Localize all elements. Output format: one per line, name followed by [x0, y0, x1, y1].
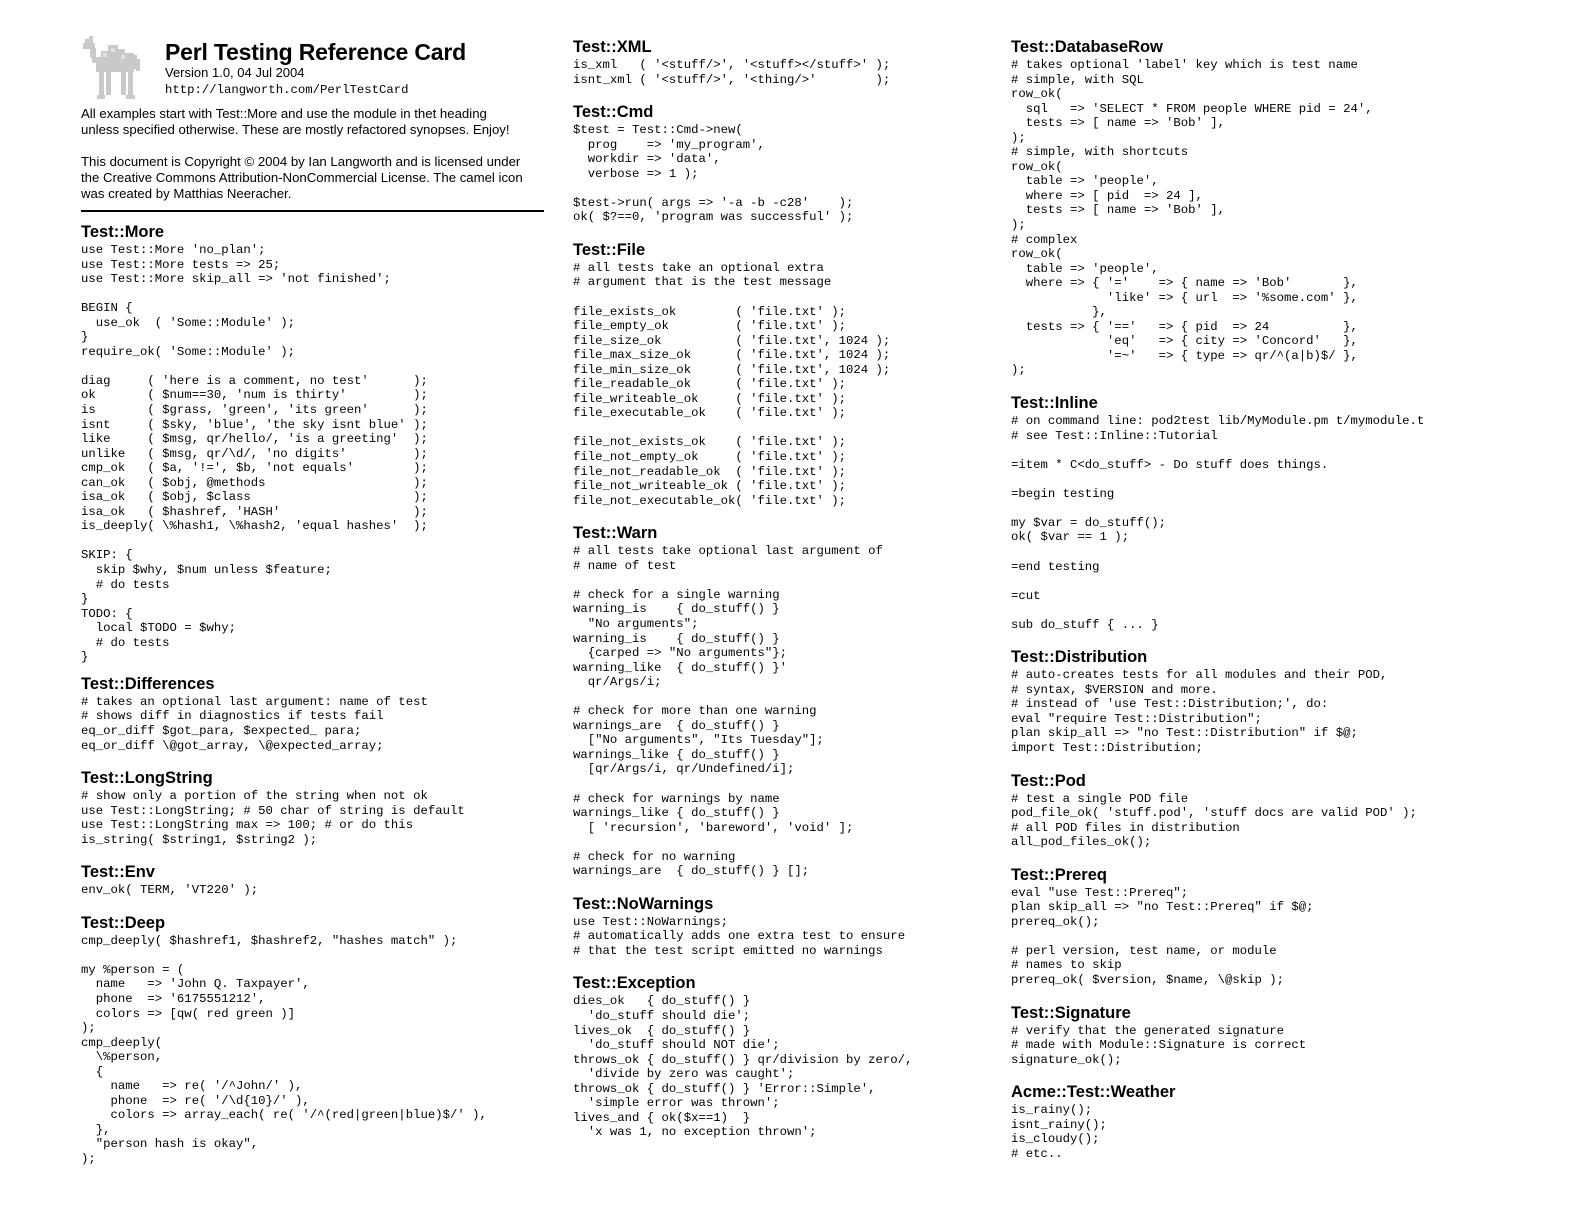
code-block: # on command line: pod2test lib/MyModule.pm t/mymodule.t # see Test::Inline::Tutorial =item * C<do_stuff> - Do stuff does things. =begin testing my $var = do_stuff(); ok( $var == 1 ); =end testing =cut sub do_stuff { ... }: [1011, 414, 1425, 632]
card-header: [81, 33, 551, 103]
section-title: Test::Differences: [81, 674, 215, 693]
section-test-inline: [1011, 394, 1571, 632]
intro-text: All examples start with Test::More and use the module in thet heading unless specified otherwise. These are mostly refactored synopses. Enjoy!: [81, 106, 510, 137]
section-test-exception: [573, 974, 993, 1139]
card-url[interactable]: http://langworth.com/PerlTestCard: [165, 83, 409, 97]
section-title: Test::XML: [573, 38, 652, 56]
section-title: Test::Warn: [573, 524, 658, 543]
code-block: # auto-creates tests for all modules and their POD, # syntax, $VERSION and more. # instead of 'use Test::Distribution;', do: eval "require Test::Distribution"; plan skip_all => "no Test::Distribution" if $@; import Test::Distribution;: [1011, 668, 1388, 755]
copyright-text: This document is Copyright © 2004 by Ian Langworth and is licensed under the Creative Commons Attribution-NonCommercial License. The camel icon was created by Matthias Neeracher.: [81, 154, 523, 201]
code-block: is_xml ( '<stuff/>', '<stuff></stuff>' ); isnt_xml ( '<stuff/>', '<thing/>' );: [573, 58, 891, 87]
section-test-file: [573, 241, 993, 508]
code-block: # all tests take optional last argument of # name of test # check for a single warning warning_is { do_stuff() } "No arguments"; warning_is { do_stuff() } {carped => "No arguments"}; warning_like { do_stuff() }' qr/Args/i; # check for more than one warning warnings_are { do_stuff() } ["No arguments", "Its Tuesday"]; warnings_like { do_stuff() } [qr/Args/i, qr/Undefined/i]; # check for warnings by name warnings_like { do_stuff() } [ 'recursion', 'bareword', 'void' ]; # check for no warning warnings_are { do_stuff() } [];: [573, 544, 883, 879]
section-test-differences: [81, 675, 551, 753]
section-title: Test::Exception: [573, 974, 696, 993]
section-title: Test::Inline: [1011, 394, 1098, 413]
column-middle: [573, 38, 993, 1156]
section-test-longstring: [81, 769, 551, 847]
code-block: eval "use Test::Prereq"; plan skip_all => "no Test::Prereq" if $@; prereq_ok(); # perl version, test name, or module # names to skip prereq_ok( $version, $name, \@skip );: [1011, 885, 1314, 987]
code-block: env_ok( TERM, 'VT220' );: [81, 883, 259, 898]
section-test-prereq: [1011, 866, 1571, 988]
section-title: Test::File: [573, 240, 646, 259]
code-block: # verify that the generated signature # made with Module::Signature is correct signature_ok();: [1011, 1023, 1307, 1067]
code-block: # takes an optional last argument: name of test # shows diff in diagnostics if tests fail eq_or_diff $got_para, $expected_ para; eq_or_diff \@got_array, \@expected_array;: [81, 694, 428, 753]
code-block: use Test::More 'no_plan'; use Test::More tests => 25; use Test::More skip_all => 'not finished'; BEGIN { use_ok ( 'Some::Module' ); } require_ok( 'Some::Module' ); diag ( 'here is a comment, no test' ); ok ( $num==30, 'num is thirty' ); is ( $grass, 'green', 'its green' ); isnt ( $sky, 'blue', 'the sky isnt blue' ); like ( $msg, qr/hello/, 'is a greeting' ); unlike ( $msg, qr/\d/, 'no digits' ); cmp_ok ( $a, '!=', $b, 'not equals' ); can_ok ( $obj, @methods ); isa_ok ( $obj, $class ); isa_ok ( $hashref, 'HASH' ); is_deeply( \%hash1, \%hash2, 'equal hashes' ); SKIP: { skip $why, $num unless $feature; # do tests } TODO: { local $TODO = $why; # do tests }: [81, 243, 428, 665]
title-block: [165, 39, 466, 99]
section-test-env: [81, 863, 551, 898]
section-title: Test::DatabaseRow: [1011, 38, 1163, 56]
code-block: # all tests take an optional extra # argument that is the test message file_exists_ok ( 'file.txt' ); file_empty_ok ( 'file.txt' ); file_size_ok ( 'file.txt', 1024 ); file_max_size_ok ( 'file.txt', 1024 ); file_min_size_ok ( 'file.txt', 1024 ); file_readable_ok ( 'file.txt' ); file_writeable_ok ( 'file.txt' ); file_executable_ok ( 'file.txt' ); file_not_exists_ok ( 'file.txt' ); file_not_empty_ok ( 'file.txt' ); file_not_readable_ok ( 'file.txt' ); file_not_writeable_ok ( 'file.txt' ); file_not_executable_ok( 'file.txt' );: [573, 260, 891, 508]
code-block: # takes optional 'label' key which is test name # simple, with SQL row_ok( sql => 'SELECT * FROM people WHERE pid = 24', tests => [ name => 'Bob' ], ); # simple, with shortcuts row_ok( table => 'people', where => [ pid => 24 ], tests => [ name => 'Bob' ], ); # complex row_ok( table => 'people', where => { '=' => { name => 'Bob' }, 'like' => { url => '%some.com' }, }, tests => { '==' => { pid => 24 }, 'eq' => { city => 'Concord' }, '=~' => { type => qr/^(a|b)$/ }, );: [1011, 58, 1373, 378]
section-title: Test::LongString: [81, 769, 213, 788]
code-block: cmp_deeply( $hashref1, $hashref2, "hashes match" ); my %person = ( name => 'John Q. Taxpayer', phone => '6175551212', colors => [qw( red green )] ); cmp_deeply( \%person, { name => re( '/^John/' ), phone => re( '/\d{10}/' ), colors => array_each( re( '/^(red|green|blue)$/' ), }, "person hash is okay", );: [81, 933, 487, 1166]
section-title: Test::Distribution: [1011, 648, 1148, 667]
code-block: dies_ok { do_stuff() } 'do_stuff should die'; lives_ok { do_stuff() } 'do_stuff should NOT die'; throws_ok { do_stuff() } qr/division by zero/, 'divide by zero was caught'; throws_ok { do_stuff() } 'Error::Simple', 'simple error was thrown'; lives_and { ok($x==1) } 'x was 1, no exception thrown';: [573, 994, 913, 1140]
section-test-databaserow: [1011, 38, 1571, 378]
section-test-more: [81, 223, 551, 665]
section-test-xml: [573, 38, 993, 87]
code-block: is_rainy(); isnt_rainy(); is_cloudy(); # etc..: [1011, 1103, 1107, 1161]
section-title: Test::NoWarnings: [573, 894, 714, 913]
section-title: Acme::Test::Weather: [1011, 1083, 1176, 1102]
section-title: Test::Prereq: [1011, 865, 1107, 884]
code-block: # show only a portion of the string when not ok use Test::LongString; # 50 char of string is default use Test::LongString max => 100; # or do this is_string( $string1, $string2 );: [81, 789, 465, 847]
section-title: Test::Env: [81, 863, 155, 882]
section-test-deep: [81, 914, 551, 1167]
section-test-pod: [1011, 772, 1571, 850]
section-test-warn: [573, 524, 993, 879]
section-test-cmd: [573, 103, 993, 225]
header-divider: [81, 210, 544, 212]
section-test-signature: [1011, 1004, 1571, 1068]
section-title: Test::More: [81, 223, 165, 241]
code-block: # test a single POD file pod_file_ok( 'stuff.pod', 'stuff docs are valid POD' ); # all POD files in distribution all_pod_files_ok();: [1011, 791, 1417, 850]
camel-icon: [81, 33, 153, 105]
code-block: $test = Test::Cmd->new( prog => 'my_program', workdir => 'data', verbose => 1 ); $test->run( args => '-a -b -c28' ); ok( $?==0, 'program was successful' );: [573, 123, 854, 225]
version-label: Version 1.0, 04 Jul 2004: [165, 65, 305, 80]
page-title: Perl Testing Reference Card: [165, 39, 466, 65]
section-title: Test::Cmd: [573, 103, 654, 122]
section-acme-test-weather: [1011, 1083, 1571, 1161]
column-right: [1011, 38, 1571, 1177]
column-left: [81, 33, 551, 1183]
code-block: use Test::NoWarnings; # automatically adds one extra test to ensure # that the test script emitted no warnings: [573, 914, 906, 958]
section-title: Test::Deep: [81, 913, 166, 932]
section-test-nowarnings: [573, 895, 993, 959]
section-title: Test::Pod: [1011, 771, 1086, 790]
section-title: Test::Signature: [1011, 1003, 1131, 1022]
section-test-distribution: [1011, 648, 1571, 755]
